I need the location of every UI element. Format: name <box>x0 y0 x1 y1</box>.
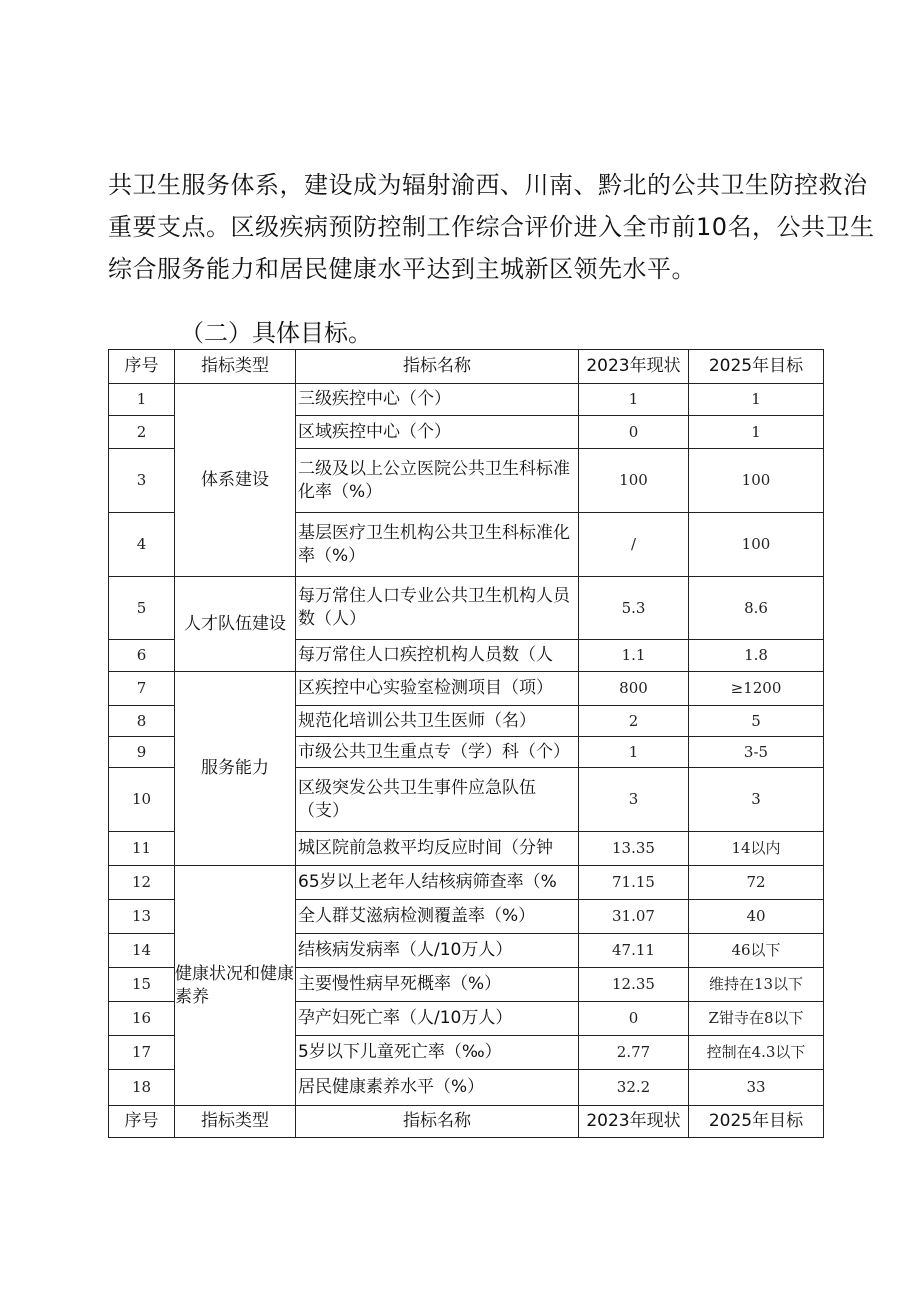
indicator-name: 65岁以上老年人结核病筛查率（% <box>296 866 579 900</box>
indicator-name: 二级及以上公立医院公共卫生科标准化率（%） <box>296 449 579 513</box>
header-cell: 指标名称 <box>296 1106 579 1138</box>
row-number: 18 <box>109 1070 175 1106</box>
header-cell: 2023年现状 <box>579 350 689 384</box>
header-cell: 指标类型 <box>175 1106 296 1138</box>
target-2025: ≥1200 <box>689 672 824 706</box>
row-number: 4 <box>109 513 175 577</box>
row-number: 1 <box>109 384 175 416</box>
indicator-name: 5岁以下儿童死亡率（‰） <box>296 1036 579 1070</box>
row-number: 10 <box>109 768 175 832</box>
indicator-name: 结核病发病率（人/10万人） <box>296 934 579 968</box>
indicator-name: 孕产妇死亡率（人/10万人） <box>296 1002 579 1036</box>
indicator-name: 基层医疗卫生机构公共卫生科标准化率（%） <box>296 513 579 577</box>
row-number: 8 <box>109 706 175 737</box>
category-cell: 体系建设 <box>175 384 296 577</box>
value-2023: 1 <box>579 384 689 416</box>
value-2023: 5.3 <box>579 577 689 640</box>
table-footer-header-row <box>109 1106 824 1138</box>
row-number: 16 <box>109 1002 175 1036</box>
target-2025: 1 <box>689 384 824 416</box>
intro-paragraph <box>108 164 875 290</box>
indicator-name: 区级突发公共卫生事件应急队伍（支） <box>296 768 579 832</box>
value-2023: 1 <box>579 737 689 768</box>
value-2023: 100 <box>579 449 689 513</box>
row-number: 5 <box>109 577 175 640</box>
target-2025: 1 <box>689 416 824 449</box>
table-row <box>109 672 824 706</box>
target-2025: 3 <box>689 768 824 832</box>
row-number: 6 <box>109 640 175 672</box>
value-2023: 1.1 <box>579 640 689 672</box>
row-number: 9 <box>109 737 175 768</box>
value-2023: 2.77 <box>579 1036 689 1070</box>
indicator-name: 每万常住人口专业公共卫生机构人员数（人） <box>296 577 579 640</box>
intro-line: 重要支点。区级疾病预防控制工作综合评价进入全市前10名，公共卫生 <box>108 213 875 241</box>
header-cell: 序号 <box>109 1106 175 1138</box>
intro-line: 综合服务能力和居民健康水平达到主城新区领先水平。 <box>108 255 696 283</box>
header-cell: 2025年目标 <box>689 1106 824 1138</box>
table-row <box>109 384 824 416</box>
target-2025: 8.6 <box>689 577 824 640</box>
value-2023: 2 <box>579 706 689 737</box>
row-number: 3 <box>109 449 175 513</box>
indicator-name: 每万常住人口疾控机构人员数（人 <box>296 640 579 672</box>
row-number: 11 <box>109 832 175 866</box>
target-2025: 3-5 <box>689 737 824 768</box>
row-number: 15 <box>109 968 175 1002</box>
header-cell: 序号 <box>109 350 175 384</box>
indicator-name: 全人群艾滋病检测覆盖率（%） <box>296 900 579 934</box>
indicator-name: 区域疾控中心（个） <box>296 416 579 449</box>
target-2025: 维持在13以下 <box>689 968 824 1002</box>
target-2025: 46以下 <box>689 934 824 968</box>
indicator-name: 居民健康素养水平（%） <box>296 1070 579 1106</box>
header-cell: 指标类型 <box>175 350 296 384</box>
table-header-row <box>109 350 824 384</box>
row-number: 12 <box>109 866 175 900</box>
row-number: 14 <box>109 934 175 968</box>
value-2023: 32.2 <box>579 1070 689 1106</box>
value-2023: 3 <box>579 768 689 832</box>
value-2023: 13.35 <box>579 832 689 866</box>
table-row <box>109 866 824 900</box>
target-2025: 5 <box>689 706 824 737</box>
value-2023: 71.15 <box>579 866 689 900</box>
value-2023: 800 <box>579 672 689 706</box>
target-2025: Z钳寺在8以下 <box>689 1002 824 1036</box>
category-cell: 人才队伍建设 <box>175 577 296 672</box>
indicator-name: 市级公共卫生重点专（学）科（个） <box>296 737 579 768</box>
target-2025: 100 <box>689 513 824 577</box>
indicator-name: 规范化培训公共卫生医师（名） <box>296 706 579 737</box>
target-2025: 1.8 <box>689 640 824 672</box>
table-row <box>109 577 824 640</box>
value-2023: 0 <box>579 416 689 449</box>
targets-table <box>108 349 824 1138</box>
header-cell: 指标名称 <box>296 350 579 384</box>
indicator-name: 城区院前急救平均反应时间（分钟 <box>296 832 579 866</box>
value-2023: 31.07 <box>579 900 689 934</box>
header-cell: 2025年目标 <box>689 350 824 384</box>
indicator-name: 区疾控中心实验室检测项目（项） <box>296 672 579 706</box>
section-heading: （二）具体目标。 <box>180 319 372 347</box>
category-cell: 健康状况和健康素养 <box>175 866 296 1106</box>
indicator-name: 三级疾控中心（个） <box>296 384 579 416</box>
value-2023: 47.11 <box>579 934 689 968</box>
target-2025: 100 <box>689 449 824 513</box>
target-2025: 72 <box>689 866 824 900</box>
indicator-name: 主要慢性病早死概率（%） <box>296 968 579 1002</box>
row-number: 7 <box>109 672 175 706</box>
row-number: 2 <box>109 416 175 449</box>
value-2023: 12.35 <box>579 968 689 1002</box>
header-cell: 2023年现状 <box>579 1106 689 1138</box>
target-2025: 33 <box>689 1070 824 1106</box>
target-2025: 40 <box>689 900 824 934</box>
target-2025: 控制在4.3以下 <box>689 1036 824 1070</box>
category-cell: 服务能力 <box>175 672 296 866</box>
target-2025: 14以内 <box>689 832 824 866</box>
value-2023: 0 <box>579 1002 689 1036</box>
intro-line: 共卫生服务体系，建设成为辐射渝西、川南、黔北的公共卫生防控救治 <box>108 171 868 199</box>
row-number: 17 <box>109 1036 175 1070</box>
row-number: 13 <box>109 900 175 934</box>
value-2023: / <box>579 513 689 577</box>
